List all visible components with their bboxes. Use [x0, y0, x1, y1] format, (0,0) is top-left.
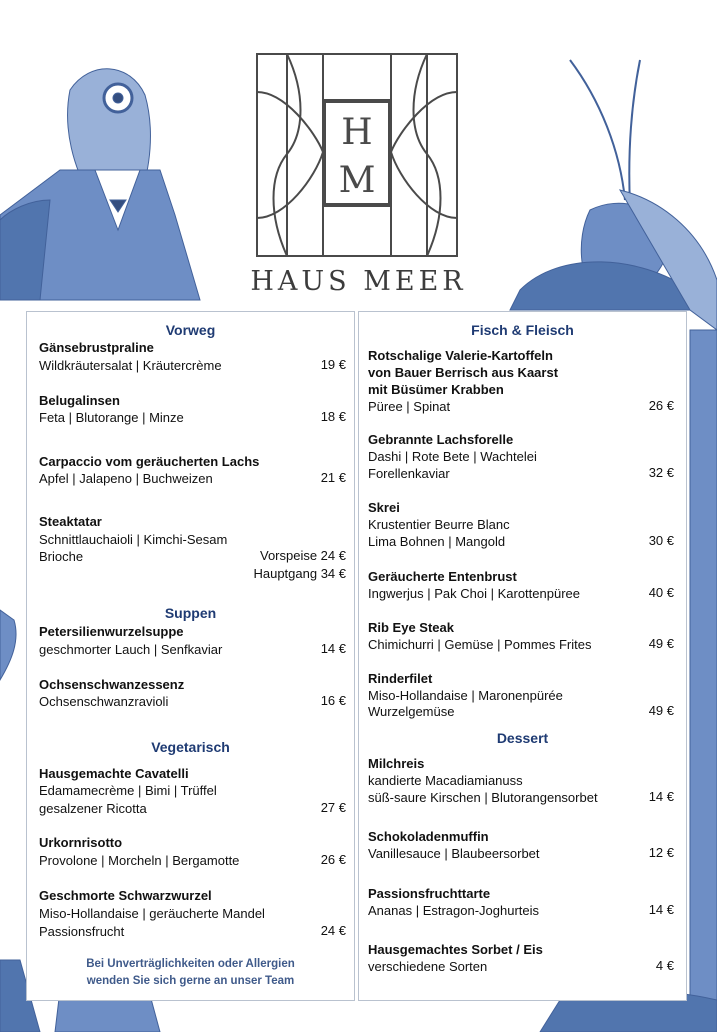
monogram-top: H [341, 112, 373, 153]
dish-name: Hausgemachtes Sorbet / Eis [368, 942, 543, 957]
dish-description: Vanillesauce | Blaubeersorbet [368, 846, 540, 861]
dish-name: Hausgemachte Cavatelli [39, 766, 189, 781]
dish-price: 12 € [648, 845, 674, 860]
dish-price: 21 € [320, 470, 346, 485]
menu-panel-left [26, 311, 355, 1001]
dish-description: Miso-Hollandaise | Maronenpürée [368, 688, 563, 703]
dish-name: Gebrannte Lachsforelle [368, 432, 514, 447]
section-title-dessert: Dessert [496, 730, 549, 746]
dish-name: Schokoladenmuffin [368, 829, 489, 844]
dish-price: 26 € [648, 398, 674, 413]
dish-description: Wildkräutersalat | Kräutercrème [39, 358, 222, 373]
dish-name: Skrei [368, 500, 400, 515]
dish-price: 24 € [320, 923, 346, 938]
dish-description: Apfel | Jalapeno | Buchweizen [39, 471, 213, 486]
dish-price: 14 € [320, 641, 346, 656]
dish-name: Petersilienwurzelsuppe [39, 624, 184, 639]
dish-description: gesalzener Ricotta [39, 801, 147, 816]
dish-price: 26 € [320, 852, 346, 867]
dish-name: Gänsebrustpraline [39, 340, 154, 355]
dish-price: 16 € [320, 693, 346, 708]
dish-description: süß-saure Kirschen | Blutorangensorbet [368, 790, 598, 805]
dish-description: verschiedene Sorten [368, 959, 488, 974]
logo-monogram [255, 52, 459, 258]
dish-description: Püree | Spinat [368, 399, 451, 414]
section-title-suppen: Suppen [164, 605, 217, 621]
dish-price: 18 € [320, 409, 346, 424]
dish-description: Dashi | Rote Bete | Wachtelei [368, 449, 537, 464]
dish-name: Steaktatar [39, 514, 102, 529]
dish-name: Rinderfilet [368, 671, 433, 686]
dish-description: Chimichurri | Gemüse | Pommes Frites [368, 637, 592, 652]
dish-price: 14 € [648, 789, 674, 804]
dish-name: Carpaccio vom geräucherten Lachs [39, 454, 260, 469]
dish-name: Rotschalige Valerie-Kartoffeln [368, 348, 553, 363]
section-title-fisch-fleisch: Fisch & Fleisch [471, 322, 574, 338]
dish-description: Brioche [39, 549, 84, 564]
dish-description: Edamamecrème | Bimi | Trüffel [39, 783, 217, 798]
dish-description: Feta | Blutorange | Minze [39, 410, 184, 425]
allergy-note-line-2: wenden Sie sich gerne an unser Team [86, 975, 295, 987]
dish-description: Krustentier Beurre Blanc [368, 517, 510, 532]
dish-description: Ananas | Estragon-Joghurteis [368, 903, 540, 918]
dish-description: Forellenkaviar [368, 466, 450, 481]
dish-price: 49 € [648, 703, 674, 718]
allergy-note-line-1: Bei Unverträglichkeiten oder Allergien [86, 958, 295, 970]
section-title-vorweg: Vorweg [165, 322, 216, 338]
dish-price-starter: Vorspeise 24 € [259, 548, 346, 563]
dish-name: Milchreis [368, 756, 425, 771]
dish-price: 14 € [648, 902, 674, 917]
dish-price: 27 € [320, 800, 346, 815]
dish-name: Geschmorte Schwarzwurzel [39, 888, 212, 903]
brand-name: HAUS MEER [250, 266, 467, 297]
dish-price-main: Hauptgang 34 € [253, 566, 346, 581]
dish-price: 4 € [655, 958, 674, 973]
dish-price: 19 € [320, 357, 346, 372]
dish-price: 40 € [648, 585, 674, 600]
dish-name: Urkornrisotto [39, 835, 123, 850]
monogram-bottom: M [338, 160, 376, 201]
dish-name: mit Büsümer Krabben [368, 382, 504, 397]
dish-description: Provolone | Morcheln | Bergamotte [39, 853, 240, 868]
dish-name: Ochsenschwanzessenz [39, 677, 185, 692]
dish-name: Geräucherte Entenbrust [368, 569, 517, 584]
dish-name: von Bauer Berrisch aus Kaarst [368, 365, 559, 380]
dish-description: geschmorter Lauch | Senfkaviar [39, 642, 223, 657]
dish-description: Wurzelgemüse [368, 704, 455, 719]
dish-price: 32 € [648, 465, 674, 480]
dish-description: Schnittlauchaioli | Kimchi-Sesam [39, 532, 228, 547]
allergy-note [27, 956, 354, 990]
dish-price: 30 € [648, 533, 674, 548]
dish-description: Lima Bohnen | Mangold [368, 534, 506, 549]
dish-description: Passionsfrucht [39, 924, 125, 939]
dish-name: Passionsfruchttarte [368, 886, 491, 901]
section-title-vegetarisch: Vegetarisch [151, 739, 230, 755]
dish-name: Belugalinsen [39, 393, 120, 408]
dish-description: Ingwerjus | Pak Choi | Karottenpüree [368, 586, 580, 601]
dish-description: Ochsenschwanzravioli [39, 694, 169, 709]
dish-description: Miso-Hollandaise | geräucherte Mandel [39, 906, 265, 921]
dish-description: kandierte Macadiamianuss [368, 773, 523, 788]
menu-panel-right [358, 311, 687, 1001]
dish-name: Rib Eye Steak [368, 620, 454, 635]
dish-price: 49 € [648, 636, 674, 651]
